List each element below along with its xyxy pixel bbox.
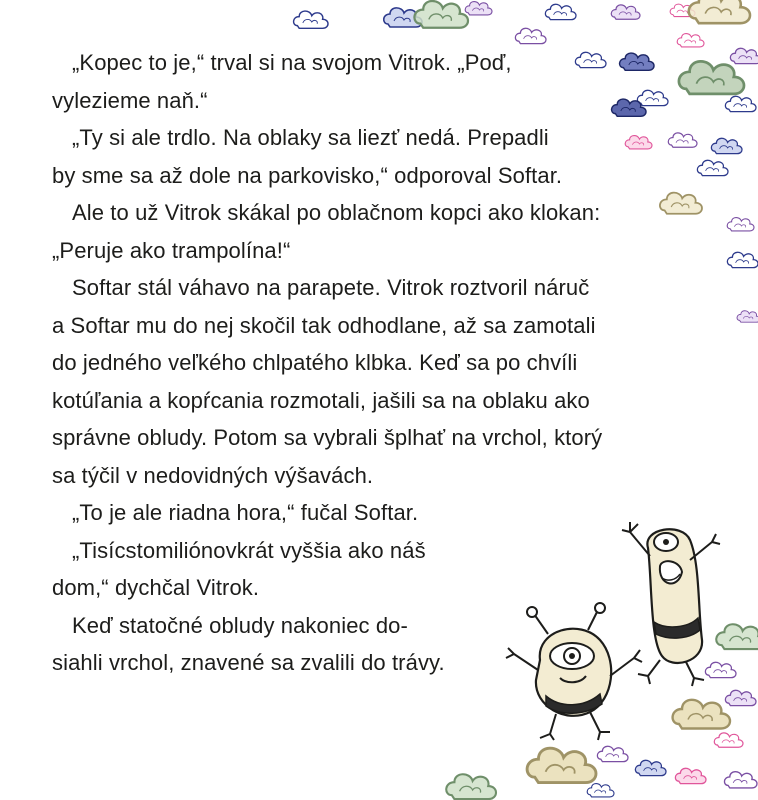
story-line: by sme sa až dole na parkovisko,“ odporoval Softar.: [52, 162, 563, 188]
story-line: kotúľania a kopŕcania rozmotali, jašili sa na oblaku ako: [52, 387, 590, 413]
cloud-doodle-navy: [294, 11, 328, 28]
cloud-doodle-navy: [587, 784, 614, 797]
cloud-doodle-pink: [714, 733, 743, 747]
story-line: správne obludy. Potom sa vybrali šplhať na vrchol, ktorý: [52, 425, 603, 450]
cloud-doodle-beige: [673, 700, 730, 729]
story-line: „Tisícstomiliónovkrát vyššia ako náš: [72, 537, 426, 563]
cloud-doodle-navy: [545, 4, 576, 19]
story-text: [52, 44, 742, 682]
story-line: „Peruje ako trampolína!“: [52, 237, 291, 263]
cloud-doodle-navy: [384, 8, 422, 27]
cloud-doodle-beige: [689, 0, 750, 23]
cloud-doodle-green: [414, 1, 468, 28]
cloud-doodle-beige: [527, 748, 596, 782]
cloud-doodle-purple: [465, 2, 492, 15]
story-line: „Kopec to je,“ trval si na svojom Vitrok. „Poď,: [72, 50, 512, 75]
cloud-doodle-purple: [611, 5, 640, 19]
story-line: vylezieme naň.“: [52, 87, 208, 113]
cloud-doodle-purple: [725, 690, 756, 705]
story-line: do jedného veľkého chlpatého klbka. Keď sa po chvíli: [52, 350, 578, 375]
cloud-doodle-pink: [670, 4, 695, 16]
story-line: dom,“ dychčal Vitrok.: [52, 575, 260, 600]
cloud-doodle-pink: [675, 768, 706, 783]
story-line: sa týčil v nedovidných výšavách.: [52, 462, 374, 488]
story-line: a Softar mu do nej skočil tak odhodlane, až sa zamotali: [52, 312, 596, 338]
story-line: siahli vrchol, znavené sa zvalili do trávy.: [52, 650, 445, 675]
story-line: Keď statočné obludy nakoniec do-: [72, 612, 408, 638]
story-line: „Ty si ale trdlo. Na oblaky sa liezť nedá. Prepadli: [72, 125, 549, 150]
cloud-doodle-purple: [515, 28, 546, 43]
story-line: Softar stál váhavo na parapete. Vitrok roztvoril náruč: [72, 275, 590, 300]
cloud-doodle-purple: [724, 772, 757, 788]
cloud-doodle-green: [446, 774, 496, 799]
story-line: Ale to už Vitrok skákal po oblačnom kopci ako klokan:: [72, 200, 601, 225]
story-line: „To je ale riadna hora,“ fučal Softar.: [72, 500, 419, 525]
cloud-doodle-navy: [635, 760, 666, 775]
cloud-doodle-purple: [597, 746, 628, 761]
